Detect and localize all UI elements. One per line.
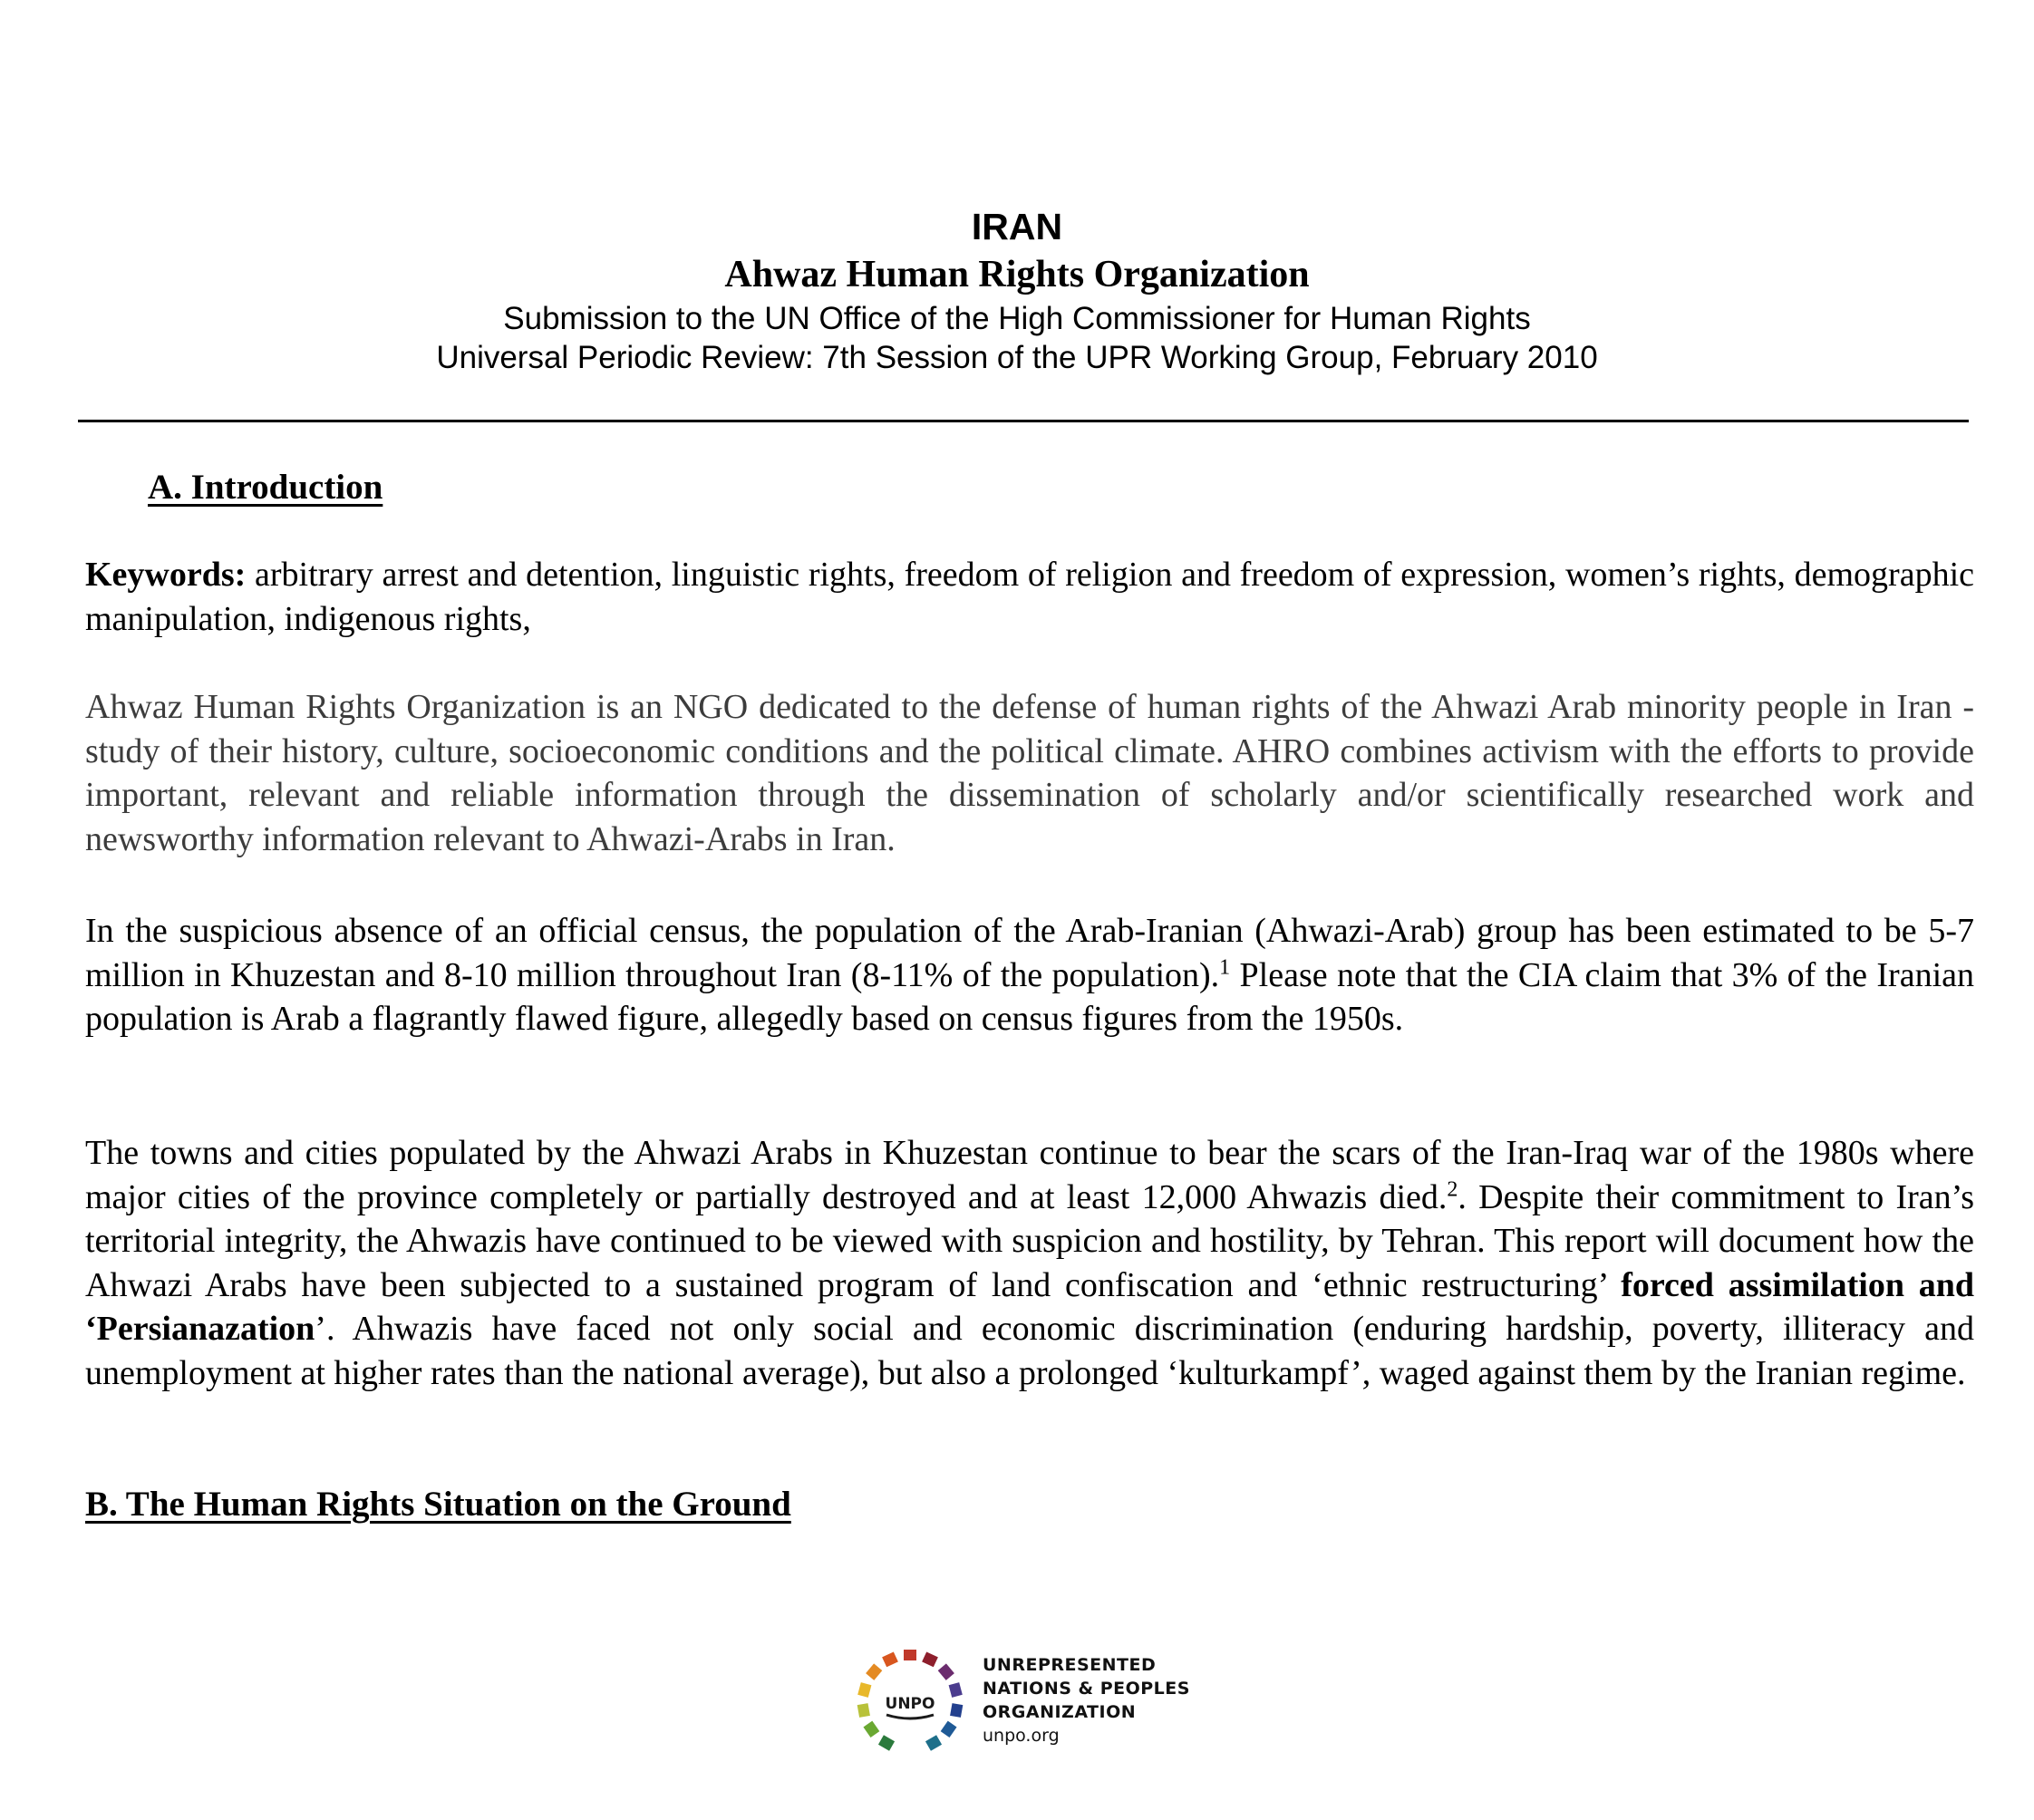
census-paragraph [85,909,1974,1041]
review-line: Universal Periodic Review: 7th Session of the UPR Working Group, February 2010 [436,340,1598,375]
towns-text-1: The towns and cities populated by the Ahwazi Arabs in Khuzestan continue to bear the scars of the Iran-Iraq war of the 1980s where major cities of the province completely or partially destroyed and at least 12,000 Ahwazis died. [85,1134,1974,1216]
unpo-ring-logo-icon [847,1639,973,1766]
towns-text-2: . Despite their commitment to Iran’s territorial integrity, the Ahwazis have continued to be viewed with suspicion and hostility, by Tehran. This report will document how the Ahwazi Arabs have been subjected to a sustained program of land confiscation and ‘ethnic restructuring’ [85,1177,1975,1304]
unpo-badge-text: UNPO [885,1695,935,1713]
about-paragraph: Ahwaz Human Rights Organization is an NGO dedicated to the defense of human rights of the Ahwazi Arab minority people in Iran - study of their history, culture, socioeconomic conditions and the political climate. AHRO combines activism with the efforts to provide important, relevant and reliable information through the dissemination of scholarly and/or scientifically researched work and newsworthy information relevant to Ahwazi-Arabs in Iran. [85,688,1974,858]
ring-segment [857,1682,871,1698]
header-divider [78,420,1969,422]
unpo-logo[interactable] [847,1639,1227,1766]
ring-segment [922,1652,938,1668]
unpo-line-2: NATIONS & PEOPLES [983,1679,1190,1699]
ring-segment [950,1703,963,1718]
section-b-heading: B. The Human Rights Situation on the Ground [85,1485,791,1524]
document-organization: Ahwaz Human Rights Organization [724,254,1310,295]
footnote-ref-1[interactable]: 1 [1219,954,1231,979]
ring-segment [882,1652,898,1668]
towns-paragraph [85,1131,1974,1395]
census-text-2: Please note that the CIA claim that 3% of the Iranian population is Arab a flagrantly flawed figure, allegedly based on census figures from the 1950s. [85,955,1974,1038]
submission-line: Submission to the UN Office of the High Commissioner for Human Rights [503,301,1531,336]
unpo-url[interactable]: unpo.org [983,1726,1060,1746]
ring-segment [938,1663,954,1680]
section-a-heading: A. Introduction [148,468,383,507]
unpo-wordmark [983,1653,1190,1747]
document-country: IRAN [971,206,1063,247]
keywords-paragraph [85,553,1974,641]
unpo-line-1: UNREPRESENTED [983,1655,1157,1675]
towns-text-3: ’. Ahwazis have faced not only social and economic discrimination (enduring hardship, poverty, illiteracy and unemployment at higher rates than the national average), but also a prolonged ‘kulturkampf’, waged against them by the Iranian regime. [85,1310,1974,1392]
keywords-label: Keywords: [85,556,247,594]
keywords-text: arbitrary arrest and detention, linguistic rights, freedom of religion and freedom of expression, women’s rights, demographic manipulation, indigenous rights, [85,556,1974,638]
census-text-1: In the suspicious absence of an official census, the population of the Arab-Iranian (Ahwazi-Arab) group has been estimated to be 5-7 million in Khuzestan and 8-10 million throughout Iran (8-11% of the population). [85,912,1974,994]
footnote-ref-2[interactable]: 2 [1447,1176,1458,1201]
ring-segment [949,1682,963,1698]
ring-segment [925,1735,942,1750]
unpo-line-3: ORGANIZATION [983,1702,1137,1722]
ring-segment [857,1703,870,1718]
towns-bold-text: forced assimilation and ‘Persianazation [85,1265,1974,1348]
ring-segment [941,1721,957,1738]
ring-segment [866,1663,882,1680]
ring-segment [878,1735,895,1750]
ring-segment [863,1721,879,1738]
ring-segment [904,1650,916,1660]
